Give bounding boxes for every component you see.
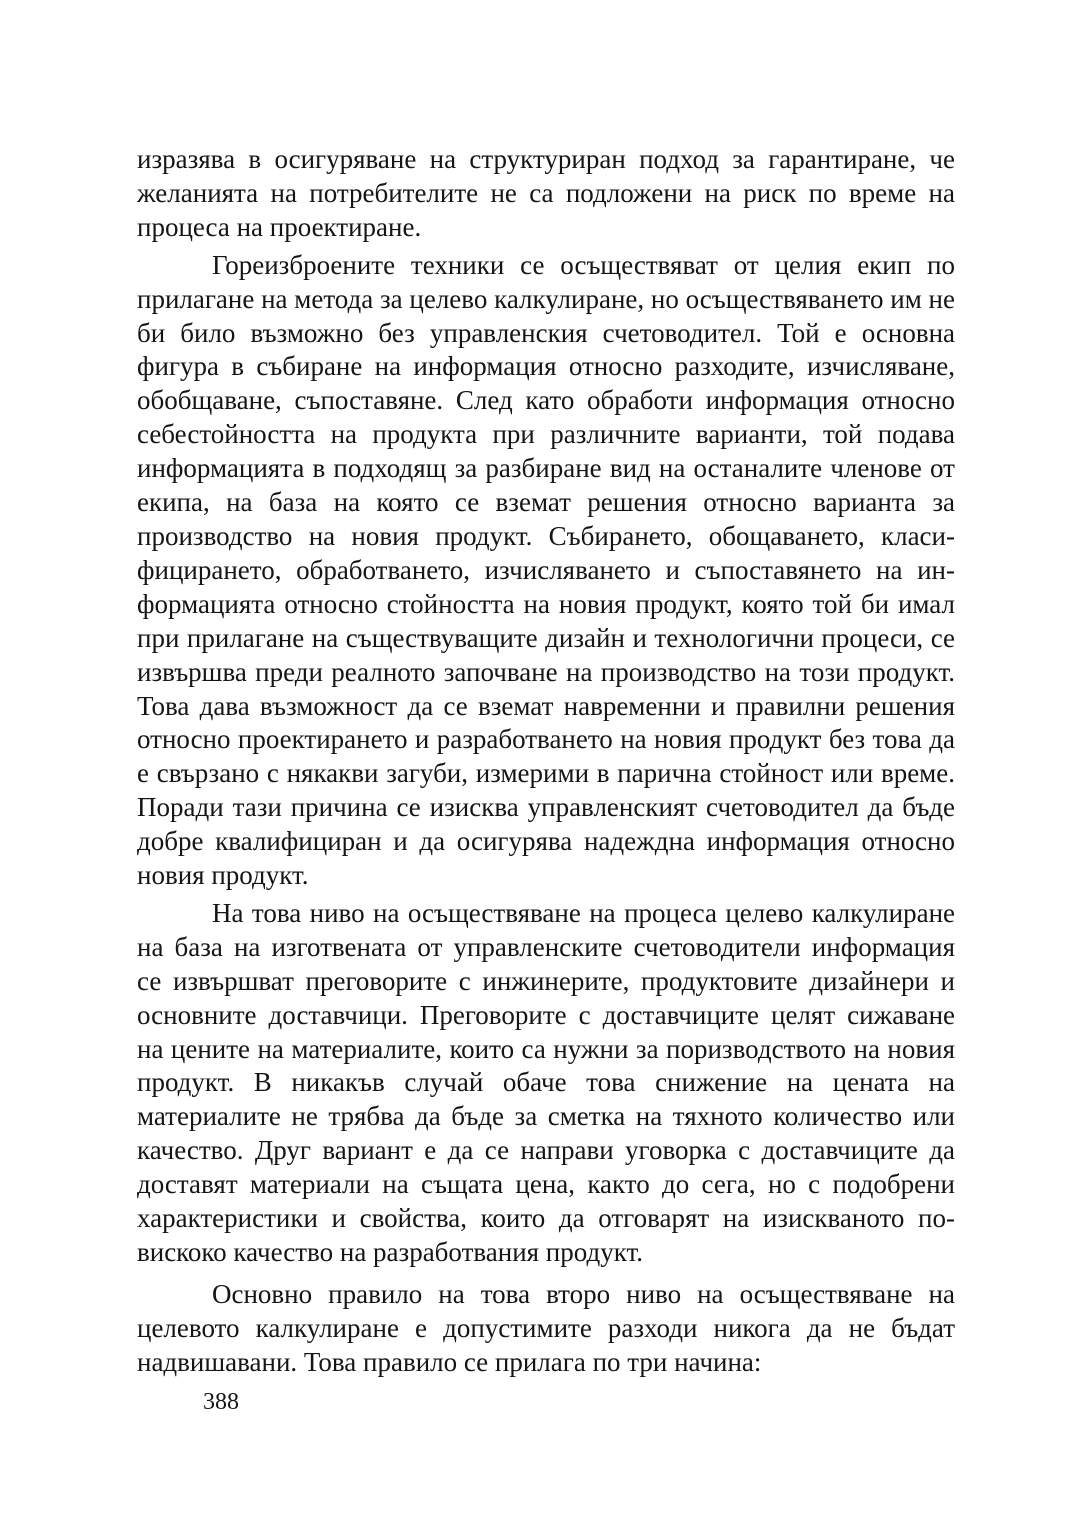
page-number: 388 [203,1389,239,1415]
paragraph-main-rule: Основно правило на това второ ниво на осъществяване на целевото калкулиране е допустимите разходи никога да не бъдат надвишавани. Това правило се прилага по три начина: [137,1278,955,1377]
paragraph-techniques: Гореизброените техники се осъществяват от целия екип по прилагане на метода за целево калкулиране, но осъществяването им не би било възможно без управленския счетоводител. Той е основна фигура в събиране на информация относно разходите, изчисляване, обобщаване, съпоставяне. След като обработи информация относно себестойността на продукта при различните варианти, той подава информацията в подходящ за разбиране вид на останалите членове от екипа, на база на която се вземат решения относно варианта за производство на новия продукт. Събирането, обощаването, класифицирането, обработването, изчисляването и съпоставянето на информацията относно стойността на новия продукт, която той би имал при прилагане на съществуващите дизайн и технологични процеси, се извършва преди реалното започване на производство на този продукт. Това дава възможност да се вземат навременни и правилни решения относно проектирането и разработването на новия продукт без това да е свързано с някакви загуби, измерими в парична стойност или време. Поради тази причина се изисква управленският счетоводител да бъде добре квалифициран и да осигурява надеждна информация относно новия продукт. [137,249,955,891]
paragraph-negotiations: На това ниво на осъществяване на процеса целево калкулиране на база на изготвената от управленските счетоводители информация се извършват преговорите с инжинерите, продуктовите дизайнери и основните доставчици. Преговорите с доставчиците целят сижаване на цените на материалите, които са нужни за поризводството на новия продукт. В никакъв случай обаче това снижение на цената на материалите не трябва да бъде за сметка на тяхното количество или качество. Друг вариант е да се направи уговорка с доставчиците да доставят материали на същата цена, както до сега, но с подобрени характеристики и свойства, които да отговарят на изискваното по-вискоко качество на разработвания продукт. [137,897,955,1267]
paragraph-continuation: изразява в осигуряване на структуриран подход за гарантиране, че желанията на потребителите не са подложени на риск по време на процеса на проектиране. [137,144,955,242]
body-text [137,143,955,1380]
